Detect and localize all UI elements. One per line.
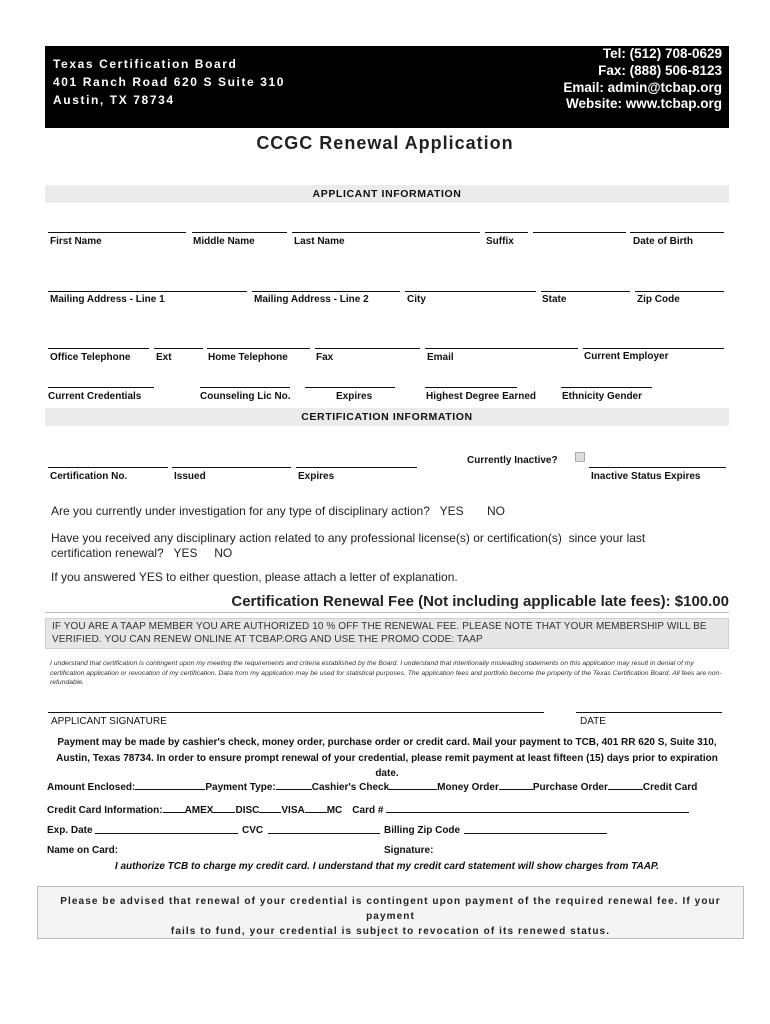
certification-info-heading: CERTIFICATION INFORMATION <box>45 408 729 426</box>
issued-field[interactable] <box>172 467 291 468</box>
contact-fax: Fax: (888) 506-8123 <box>598 62 722 78</box>
fax-field[interactable] <box>315 348 420 349</box>
amex-blank[interactable] <box>163 803 185 813</box>
payment-instr-line1: Payment may be made by cashier's check, money order, purchase order or credit card. Mail your payment to TCB, 401 RR 620 S, Suite 310, <box>57 737 717 748</box>
address-line1-label: Mailing Address - Line 1 <box>50 294 165 305</box>
billing-zip-field[interactable] <box>464 824 607 834</box>
contact-info <box>563 46 722 113</box>
employer-field[interactable] <box>583 348 724 349</box>
applicant-info-heading: APPLICANT INFORMATION <box>45 185 729 203</box>
dob-field[interactable] <box>630 232 724 233</box>
taap-discount-notice <box>45 618 729 649</box>
counseling-lic-label: Counseling Lic No. <box>200 391 291 402</box>
zip-field[interactable] <box>635 291 724 292</box>
amount-enclosed-field[interactable] <box>135 780 205 790</box>
notice-line2: fails to fund, your credential is subject to revocation of its renewed status. <box>170 926 611 937</box>
taap-line1: IF YOU ARE A TAAP MEMBER YOU ARE AUTHORIZED 10 % OFF THE RENEWAL FEE. PLEASE NOTE THAT YOUR MEMBERSHIP WILL BE <box>52 621 707 632</box>
lic-expires-label: Expires <box>336 391 373 402</box>
notice-line1: Please be advised that renewal of your credential is contingent upon payment of the required renewal fee. If your payment <box>60 896 721 922</box>
ext-label: Ext <box>156 352 172 363</box>
organization-address <box>53 55 285 109</box>
form-title: CCGC Renewal Application <box>256 133 514 153</box>
billing-zip-label: Billing Zip Code <box>384 825 461 836</box>
inactive-expires-label: Inactive Status Expires <box>591 471 701 482</box>
card-number-field[interactable] <box>386 803 689 813</box>
fee-divider <box>45 612 729 613</box>
taap-line2: VERIFIED. YOU CAN RENEW ONLINE AT TCBAP.ORG AND USE THE PROMO CODE: TAAP <box>52 633 483 645</box>
card-authorization-statement: I authorize TCB to charge my credit card. I understand that my credit card statement will show charges from TAAP. <box>114 861 660 872</box>
contact-website: Website: www.tcbap.org <box>565 96 722 112</box>
amount-enclosed-label: Amount Enclosed: <box>47 782 136 793</box>
disc-blank[interactable] <box>213 803 235 813</box>
card-signature-label: Signature: <box>384 845 434 856</box>
last-name-label: Last Name <box>294 236 345 247</box>
header-banner <box>45 46 729 128</box>
fax-label: Fax <box>316 352 334 363</box>
extra-field[interactable] <box>533 232 626 233</box>
zip-label: Zip Code <box>637 294 680 305</box>
exp-date-field[interactable] <box>95 824 238 834</box>
org-street: 401 Ranch Road 620 S Suite 310 <box>53 75 286 89</box>
city-field[interactable] <box>405 291 536 292</box>
address-line2-label: Mailing Address - Line 2 <box>254 294 369 305</box>
mc-label: MC <box>326 805 343 816</box>
disciplinary-question-line2: certification renewal? YES NO <box>51 546 233 560</box>
payment-instructions <box>45 735 729 782</box>
cc-info-label: Credit Card Information: <box>47 805 163 816</box>
cvc-field[interactable] <box>268 824 380 834</box>
inactive-expires-field[interactable] <box>589 467 726 468</box>
visa-label: VISA <box>281 805 305 816</box>
degree-field[interactable] <box>425 387 517 388</box>
payment-instr-line2: Austin, Texas 78734. In order to ensure prompt renewal of your credential, please remit payment at least fifteen (15) days prior to expiration date. <box>56 752 718 779</box>
lic-expires-field[interactable] <box>305 387 395 388</box>
home-tel-field[interactable] <box>207 348 310 349</box>
renewal-payment-notice <box>37 886 744 939</box>
cert-expires-field[interactable] <box>296 467 417 468</box>
cashiers-check-label: Cashier's Check <box>311 782 390 793</box>
org-name: Texas Certification Board <box>53 57 238 71</box>
cert-no-field[interactable] <box>48 467 168 468</box>
ethnicity-gender-label: Ethnicity Gender <box>562 391 643 402</box>
address-line2-field[interactable] <box>252 291 400 292</box>
payment-type-row <box>47 780 697 793</box>
currently-inactive-label: Currently Inactive? <box>467 455 558 466</box>
purchase-order-blank[interactable] <box>499 780 533 790</box>
payment-type-label: Payment Type: <box>205 782 276 793</box>
credentials-field[interactable] <box>48 387 154 388</box>
applicant-signature-field[interactable] <box>48 712 544 713</box>
name-on-card-label: Name on Card: <box>47 845 119 856</box>
state-label: State <box>542 294 567 305</box>
applicant-signature-label: APPLICANT SIGNATURE <box>51 716 167 727</box>
employer-label: Current Employer <box>584 351 669 362</box>
office-tel-field[interactable] <box>48 348 149 349</box>
purchase-order-label: Purchase Order <box>532 782 608 793</box>
ext-field[interactable] <box>154 348 203 349</box>
home-tel-label: Home Telephone <box>208 352 288 363</box>
credit-card-blank[interactable] <box>608 780 643 790</box>
money-order-blank[interactable] <box>389 780 437 790</box>
disciplinary-question-line1: Have you received any disciplinary action related to any professional license(s) or certification(s) since your last <box>51 531 646 545</box>
suffix-field[interactable] <box>485 232 528 233</box>
ethnicity-gender-field[interactable] <box>561 387 652 388</box>
cert-no-label: Certification No. <box>50 471 128 482</box>
city-label: City <box>407 294 426 305</box>
cashiers-check-blank[interactable] <box>276 780 312 790</box>
email-field[interactable] <box>425 348 578 349</box>
notice-text <box>38 894 743 939</box>
visa-blank[interactable] <box>259 803 281 813</box>
contact-email: Email: admin@tcbap.org <box>563 79 722 95</box>
cvc-label: CVC <box>242 825 264 836</box>
cert-expires-label: Expires <box>298 471 335 482</box>
amex-label: AMEX <box>184 805 214 816</box>
first-name-field[interactable] <box>48 232 186 233</box>
disc-label: DISC <box>235 805 260 816</box>
card-number-label: Card # <box>352 805 384 816</box>
dob-label: Date of Birth <box>633 236 693 247</box>
office-tel-label: Office Telephone <box>50 352 131 363</box>
signature-date-field[interactable] <box>576 712 722 713</box>
signature-date-label: DATE <box>580 716 606 727</box>
middle-name-field[interactable] <box>192 232 287 233</box>
counseling-lic-field[interactable] <box>200 387 290 388</box>
credentials-label: Current Credentials <box>48 391 142 402</box>
explanation-note: If you answered YES to either question, please attach a letter of explanation. <box>51 570 458 584</box>
contact-tel: Tel: (512) 708-0629 <box>602 46 722 61</box>
state-field[interactable] <box>541 291 630 292</box>
exp-date-label: Exp. Date <box>47 825 93 836</box>
first-name-label: First Name <box>50 236 102 247</box>
suffix-label: Suffix <box>486 236 514 247</box>
certification-disclaimer: I understand that certification is contingent upon my meeting the requirements and criteria established by the Board. I understand that intentionally misleading statements on this application may result in denial of my certification application or revocation of my certification. Data from my application may be used for statistical purposes. The application fees and portfolio become the property of the Texas Certification Board. All fees are non-refundable. <box>50 660 722 686</box>
renewal-fee-heading: Certification Renewal Fee (Not including applicable late fees): $100.00 <box>231 593 729 610</box>
last-name-field[interactable] <box>292 232 480 233</box>
email-label: Email <box>427 352 454 363</box>
mc-blank[interactable] <box>305 803 327 813</box>
middle-name-label: Middle Name <box>193 236 255 247</box>
money-order-label: Money Order <box>437 782 499 793</box>
credit-card-label: Credit Card <box>642 782 698 793</box>
currently-inactive-checkbox[interactable] <box>575 452 585 462</box>
degree-label: Highest Degree Earned <box>426 391 537 402</box>
investigation-question: Are you currently under investigation for any type of disciplinary action? YES NO <box>51 504 506 518</box>
issued-label: Issued <box>174 471 206 482</box>
address-line1-field[interactable] <box>48 291 247 292</box>
credit-card-info-row <box>47 803 689 816</box>
org-city: Austin, TX 78734 <box>53 93 175 107</box>
